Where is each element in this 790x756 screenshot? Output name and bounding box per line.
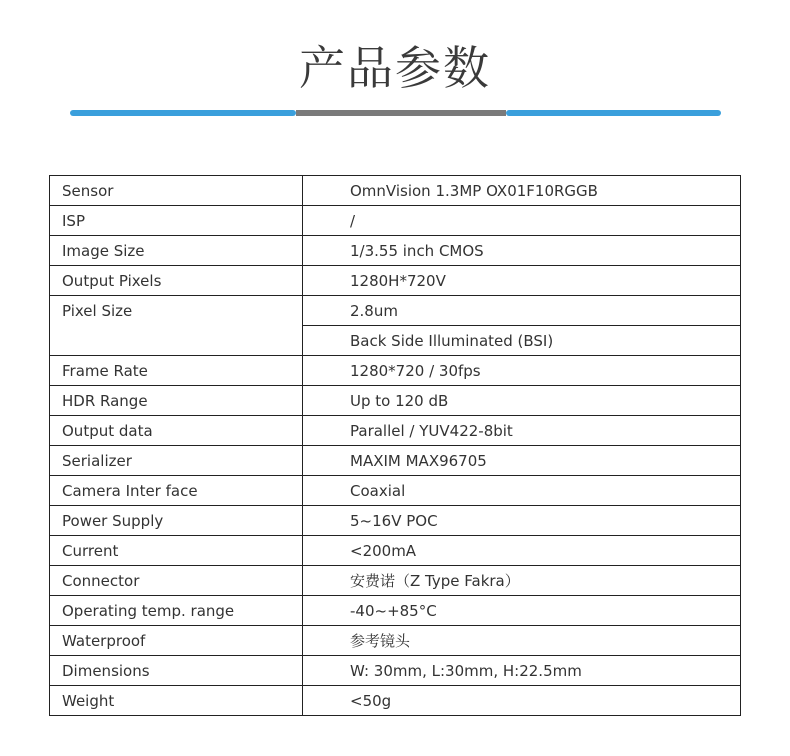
spec-label: Waterproof — [50, 626, 303, 656]
spec-label: Camera Inter face — [50, 476, 303, 506]
spec-table — [49, 175, 741, 716]
spec-value: -40~+85°C — [303, 596, 741, 626]
spec-value: 1/3.55 inch CMOS — [303, 236, 741, 266]
spec-row-frame-rate — [50, 356, 741, 386]
spec-row-hdr-range — [50, 386, 741, 416]
spec-label: Operating temp. range — [50, 596, 303, 626]
spec-row-image-size — [50, 236, 741, 266]
spec-value: Up to 120 dB — [303, 386, 741, 416]
spec-row-output-pixels — [50, 266, 741, 296]
spec-label: Image Size — [50, 236, 303, 266]
spec-label: Sensor — [50, 176, 303, 206]
spec-value: Back Side Illuminated (BSI) — [303, 326, 741, 356]
spec-label: ISP — [50, 206, 303, 236]
spec-row-output-data — [50, 416, 741, 446]
spec-value: OmnVision 1.3MP OX01F10RGGB — [303, 176, 741, 206]
spec-value: / — [303, 206, 741, 236]
spec-row-pixel-size — [50, 296, 741, 326]
spec-label: Weight — [50, 686, 303, 716]
spec-row-sensor — [50, 176, 741, 206]
underline-middle-segment — [296, 110, 506, 116]
spec-row-connector — [50, 566, 741, 596]
spec-row-dimensions — [50, 656, 741, 686]
underline-right-segment — [506, 110, 721, 116]
spec-row-operating-temp — [50, 596, 741, 626]
spec-label: Dimensions — [50, 656, 303, 686]
spec-value: 5~16V POC — [303, 506, 741, 536]
spec-row-waterproof — [50, 626, 741, 656]
spec-label: Connector — [50, 566, 303, 596]
spec-value: 2.8um — [303, 296, 741, 326]
spec-value: 安费诺（Z Type Fakra） — [303, 566, 741, 596]
page-title: 产品参数 — [299, 41, 491, 95]
spec-value: Parallel / YUV422-8bit — [303, 416, 741, 446]
spec-row-power-supply — [50, 506, 741, 536]
spec-row-weight — [50, 686, 741, 716]
spec-row-serializer — [50, 446, 741, 476]
spec-value: MAXIM MAX96705 — [303, 446, 741, 476]
spec-value: Coaxial — [303, 476, 741, 506]
spec-label: Frame Rate — [50, 356, 303, 386]
spec-value: 参考镜头 — [303, 626, 741, 656]
spec-row-current — [50, 536, 741, 566]
spec-row-camera-interface — [50, 476, 741, 506]
spec-value: 1280H*720V — [303, 266, 741, 296]
spec-value: 1280*720 / 30fps — [303, 356, 741, 386]
spec-label: Output data — [50, 416, 303, 446]
spec-value: <200mA — [303, 536, 741, 566]
spec-label: Output Pixels — [50, 266, 303, 296]
spec-value: <50g — [303, 686, 741, 716]
title-underline — [70, 110, 721, 116]
spec-label: HDR Range — [50, 386, 303, 416]
underline-left-segment — [70, 110, 296, 116]
spec-label: Serializer — [50, 446, 303, 476]
spec-label: Power Supply — [50, 506, 303, 536]
spec-label: Current — [50, 536, 303, 566]
spec-label: Pixel Size — [50, 296, 303, 356]
spec-value: W: 30mm, L:30mm, H:22.5mm — [303, 656, 741, 686]
spec-row-isp — [50, 206, 741, 236]
